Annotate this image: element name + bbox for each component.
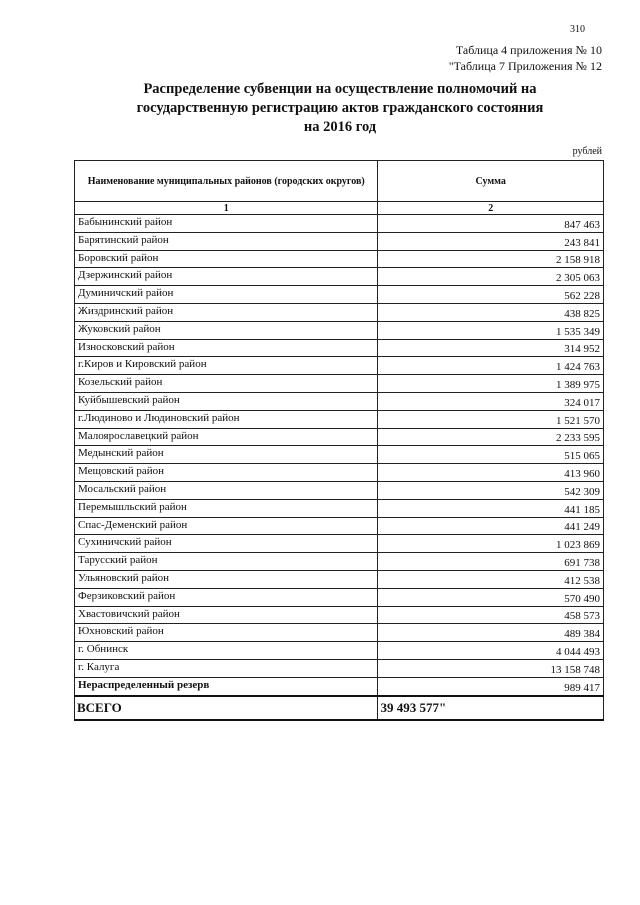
district-name: г.Людиново и Людиновский район (75, 410, 378, 428)
table-row (75, 375, 604, 393)
table-row (75, 535, 604, 553)
district-name: Сухиничский район (75, 535, 378, 553)
district-name: Жуковский район (75, 321, 378, 339)
table-row (75, 410, 604, 428)
district-sum: 847 463 (378, 215, 604, 233)
district-sum: 441 185 (378, 499, 604, 517)
district-name: Юхновский район (75, 624, 378, 642)
district-name: Дзержинский район (75, 268, 378, 286)
district-sum: 2 305 063 (378, 268, 604, 286)
district-sum: 542 309 (378, 481, 604, 499)
district-sum: 441 249 (378, 517, 604, 535)
district-name: Ферзиковский район (75, 588, 378, 606)
title-line-3: на 2016 год (303, 119, 377, 135)
total-label: ВСЕГО (75, 696, 378, 720)
district-name: Мосальский район (75, 481, 378, 499)
column-number-2: 2 (378, 202, 604, 215)
document-title (90, 80, 590, 137)
total-sum: 39 493 577" (378, 696, 604, 720)
table-row (75, 588, 604, 606)
table-row (75, 357, 604, 375)
table-row (75, 286, 604, 304)
district-sum: 1 424 763 (378, 357, 604, 375)
table-row (75, 321, 604, 339)
district-sum: 438 825 (378, 303, 604, 321)
district-sum: 458 573 (378, 606, 604, 624)
column-header-sum: Сумма (378, 161, 604, 202)
district-sum: 324 017 (378, 392, 604, 410)
district-name: Мещовский район (75, 464, 378, 482)
district-sum: 1 023 869 (378, 535, 604, 553)
table-row (75, 499, 604, 517)
table-row (75, 624, 604, 642)
district-sum: 1 521 570 (378, 410, 604, 428)
district-name: Ульяновский район (75, 570, 378, 588)
table-row (75, 553, 604, 571)
district-sum: 2 158 918 (378, 250, 604, 268)
district-sum: 4 044 493 (378, 642, 604, 660)
district-name: Тарусский район (75, 553, 378, 571)
district-sum: 562 228 (378, 286, 604, 304)
table-body (75, 215, 604, 678)
table-row (75, 250, 604, 268)
table-row (75, 268, 604, 286)
table-row (75, 339, 604, 357)
subvention-table (74, 160, 604, 721)
district-sum: 243 841 (378, 232, 604, 250)
table-row (75, 464, 604, 482)
district-sum: 489 384 (378, 624, 604, 642)
column-number-row (75, 202, 604, 215)
table-row (75, 392, 604, 410)
table-row (75, 517, 604, 535)
district-sum: 1 389 975 (378, 375, 604, 393)
district-name: Износковский район (75, 339, 378, 357)
district-name: Боровский район (75, 250, 378, 268)
district-name: г. Калуга (75, 659, 378, 677)
district-sum: 691 738 (378, 553, 604, 571)
district-sum: 13 158 748 (378, 659, 604, 677)
district-name: Барятинский район (75, 232, 378, 250)
district-sum: 2 233 595 (378, 428, 604, 446)
table-row (75, 215, 604, 233)
district-sum: 570 490 (378, 588, 604, 606)
district-name: Бабынинский район (75, 215, 378, 233)
reserve-row (75, 677, 604, 695)
column-header-name: Наименование муниципальных районов (городских округов) (75, 161, 378, 202)
district-sum: 413 960 (378, 464, 604, 482)
table-row (75, 446, 604, 464)
table-row (75, 642, 604, 660)
table-row (75, 606, 604, 624)
column-number-1: 1 (75, 202, 378, 215)
district-sum: 314 952 (378, 339, 604, 357)
table-row (75, 659, 604, 677)
table-header-row (75, 161, 604, 202)
district-name: Медынский район (75, 446, 378, 464)
district-name: Хвастовичский район (75, 606, 378, 624)
total-row (75, 696, 604, 720)
district-name: г.Киров и Кировский район (75, 357, 378, 375)
district-name: Спас-Деменский район (75, 517, 378, 535)
attachment-note-2: "Таблица 7 Приложения № 12 (448, 59, 602, 73)
title-line-2: государственную регистрацию актов гражданского состояния (136, 100, 544, 116)
district-name: Жиздринский район (75, 303, 378, 321)
district-name: Перемышльский район (75, 499, 378, 517)
units-label: рублей (572, 146, 602, 157)
table-row (75, 570, 604, 588)
district-sum: 412 538 (378, 570, 604, 588)
table-row (75, 428, 604, 446)
district-name: Думиничский район (75, 286, 378, 304)
district-sum: 515 065 (378, 446, 604, 464)
table-row (75, 232, 604, 250)
district-name: Козельский район (75, 375, 378, 393)
district-sum: 1 535 349 (378, 321, 604, 339)
table-row (75, 481, 604, 499)
title-line-1: Распределение субвенции на осуществление полномочий на (143, 81, 537, 97)
page-number: 310 (570, 24, 585, 35)
reserve-sum: 989 417 (378, 677, 604, 695)
district-name: Куйбышевский район (75, 392, 378, 410)
reserve-label: Нераспределенный резерв (75, 677, 378, 695)
attachment-note-1: Таблица 4 приложения № 10 (455, 43, 602, 57)
table-row (75, 303, 604, 321)
district-name: г. Обнинск (75, 642, 378, 660)
district-name: Малоярославецкий район (75, 428, 378, 446)
